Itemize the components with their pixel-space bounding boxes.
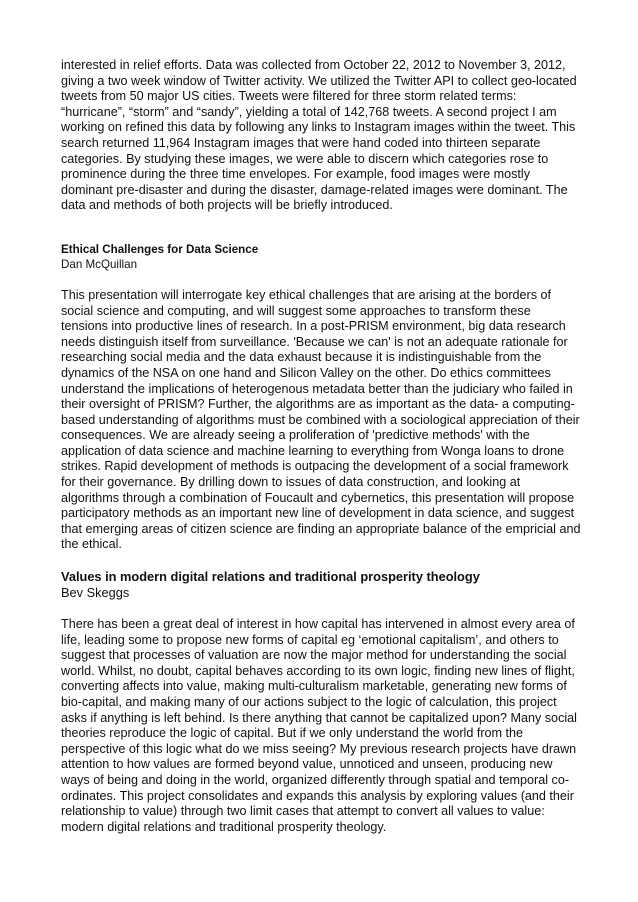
section-title: Values in modern digital relations and traditional prosperity theology — [61, 569, 480, 585]
spacer — [61, 601, 581, 617]
section-body: There has been a great deal of interest in how capital has intervened in almost every area of life, leading some to propose new forms of capital eg ‘emotional capitalism’, and others to suggest that processes of valuation are now the major method for understanding the social world. Whilst, no doubt, capital behaves according to its own logic, finding new lines of flight, converting affects into value, making multi-culturalism marketable, generating new forms of bio-capital, and making many of our actions subject to the logic of calculation, this project asks if anything is left behind. Is there anything that cannot be capitalized upon? Many social theories reproduce the logic of capital. But if we only understand the world from the perspective of this logic what do we miss seeing? My previous research projects have drawn attention to how values are formed beyond value, unnoticed and unseen, producing new ways of being and doing in the world, organized differently through spatial and temporal co-ordinates. This project consolidates and expands this analysis by exploring values (and their relationship to value) through two limit cases that attempt to convert all values to value: modern digital relations and traditional prosperity theology. — [61, 617, 577, 834]
section-author: Dan McQuillan — [61, 257, 138, 271]
spacer — [61, 214, 581, 242]
section-values-digital-relations — [61, 569, 581, 835]
section-title: Ethical Challenges for Data Science — [61, 242, 259, 256]
section-author: Bev Skeggs — [61, 585, 130, 601]
section-body: This presentation will interrogate key ethical challenges that are arising at the borders of social science and computing, and will suggest some approaches to transform these tensions into productive lines of research. In a post-PRISM environment, big data research needs distinguish itself from surveillance. 'Because we can' is not an adequate rationale for researching social media and the data exhaust because it is indistinguishable from the dynamics of the NSA on one hand and Silicon Valley on the other. Do ethics committees understand the implications of heterogenous metadata better than the judiciary who failed in their oversight of PRISM? Further, the algorithms are as important as the data- a computing-based understanding of algorithms must be combined with a sociological appreciation of their consequences. We are already seeing a proliferation of 'predictive methods' with the application of data science and machine learning to everything from Wonga loans to drone strikes. Rapid development of methods is outpacing the development of a social framework for their governance. By drilling down to issues of data construction, and looking at algorithms through a combination of Foucault and cybernetics, this presentation will propose participatory methods as an important new line of development in data science, and suggest that emerging areas of citizen science are finding an appropriate balance of the empricial and the ethical. — [61, 287, 581, 552]
document-page — [61, 58, 581, 835]
section-ethical-challenges — [61, 242, 581, 553]
spacer — [61, 272, 581, 288]
spacer — [61, 553, 581, 569]
intro-paragraph: interested in relief efforts. Data was collected from October 22, 2012 to November 3, 2012, giving a two week window of Twitter activity. We utilized the Twitter API to collect geo-located tweets from 50 major US cities. Tweets were filtered for three storm related terms: “hurricane”, “storm” and “sandy”, yielding a total of 142,768 tweets. A second project I am working on refined this data by following any links to Instagram images within the tweet. This search returned 11,964 Instagram images that were hand coded into thirteen separate categories. By studying these images, we were able to discern which categories rose to prominence during the three time envelopes. For example, food images were mostly dominant pre-disaster and during the disaster, damage-related images were dominant. The data and methods of both projects will be briefly introduced. — [61, 58, 577, 213]
